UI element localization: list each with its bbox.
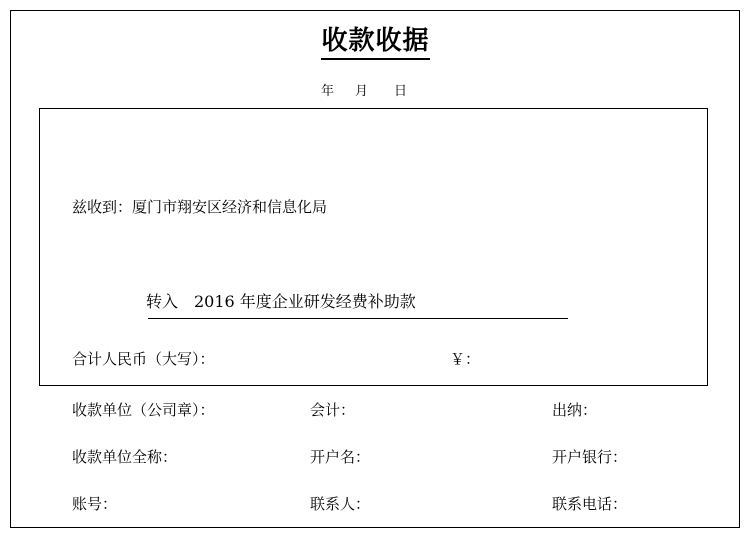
received-from: 兹收到：厦门市翔安区经济和信息化局 bbox=[72, 198, 328, 216]
cashier: 出纳： bbox=[552, 401, 598, 419]
transfer-underline bbox=[148, 318, 568, 319]
total-rmb-capital: 合计人民币（大写）： bbox=[72, 350, 215, 368]
account-number: 账号： bbox=[72, 495, 118, 513]
date-day: 日 bbox=[394, 84, 408, 99]
date-year: 年 bbox=[321, 84, 335, 99]
amount-yuan: ￥： bbox=[450, 350, 481, 368]
payee-unit-seal: 收款单位（公司章）： bbox=[72, 401, 215, 419]
accountant: 会计： bbox=[310, 401, 356, 419]
transfer-in-text: 转入 2016 年度企业研发经费补助款 bbox=[146, 292, 416, 311]
date-month: 月 bbox=[355, 84, 369, 99]
bank: 开户银行： bbox=[552, 448, 628, 466]
receipt-body-box bbox=[39, 108, 708, 386]
receipt-title-wrap bbox=[0, 20, 751, 60]
account-name: 开户名： bbox=[310, 448, 371, 466]
payee-full-name: 收款单位全称： bbox=[72, 448, 178, 466]
contact-person: 联系人： bbox=[310, 495, 371, 513]
receipt-title: 收款收据 bbox=[321, 20, 429, 60]
contact-phone: 联系电话： bbox=[552, 495, 628, 513]
